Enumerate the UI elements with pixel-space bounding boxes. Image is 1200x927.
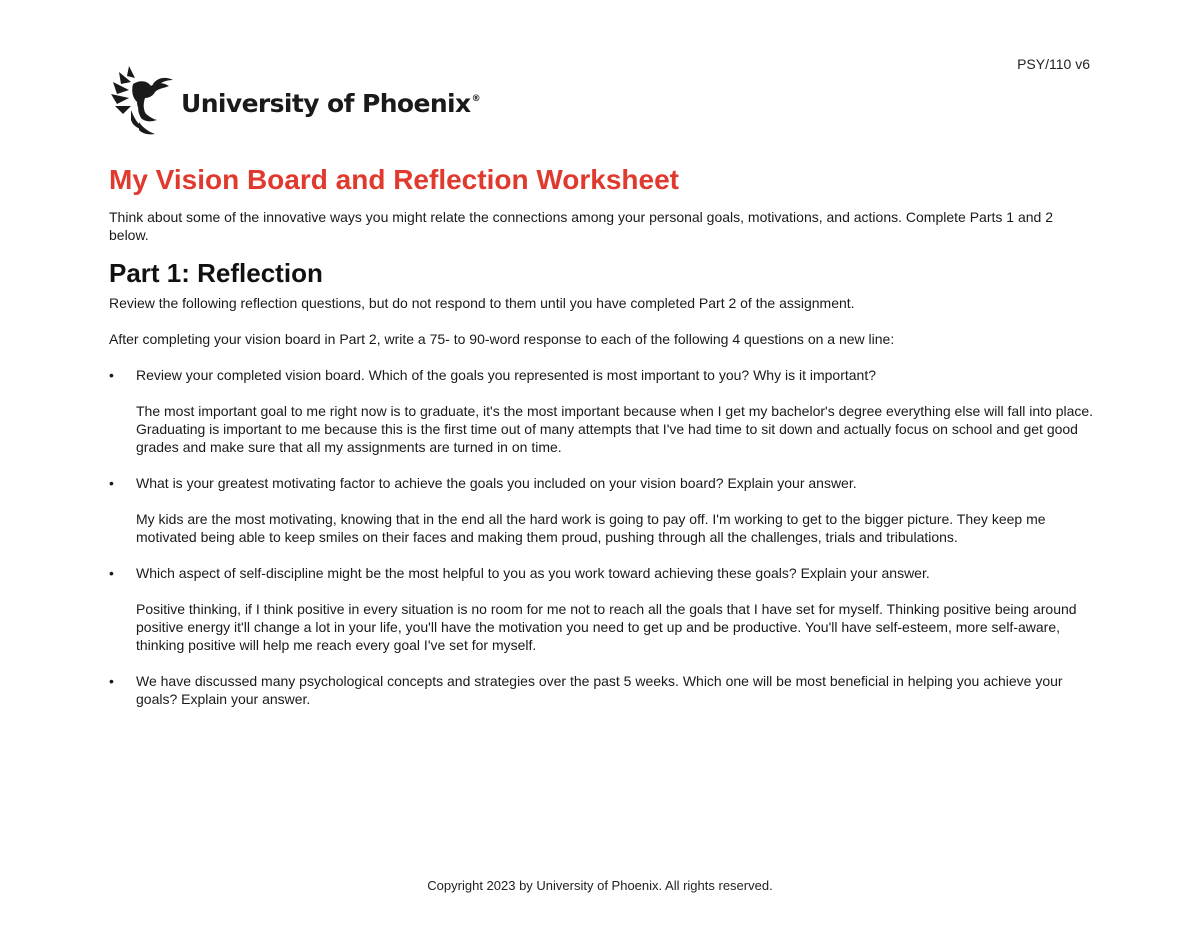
answer-text: Positive thinking, if I think positive in every situation is no room for me not to reach all the goals that I have set for myself. Thinking positive being around positive energy it'll change a lot in your life, you'll have the motivation you need to get up and be productive. You'll have self-esteem, more self-aware, thinking positive will help me reach every goal I've set for myself. (136, 601, 1077, 653)
question-item (109, 672, 1094, 708)
page-title: My Vision Board and Reflection Worksheet (109, 164, 679, 195)
question-item (109, 474, 1094, 546)
logo-wordmark: University of Phoenix® (181, 88, 480, 118)
part1-instruction: Review the following reflection questions, but do not respond to them until you have completed Part 2 of the assignment. (109, 295, 855, 311)
bullet-icon: • (109, 367, 114, 383)
intro-paragraph: Think about some of the innovative ways you might relate the connections among your personal goals, motivations, and actions. Complete Parts 1 and 2 below. (109, 209, 1053, 243)
question-text: Which aspect of self-discipline might be the most helpful to you as you work toward achieving these goals? Explain your answer. (136, 565, 930, 581)
course-code: PSY/110 v6 (1017, 56, 1090, 72)
question-text: Review your completed vision board. Which of the goals you represented is most important to you? Why is it important? (136, 367, 877, 383)
question-item (109, 564, 1094, 654)
bullet-icon: • (109, 475, 114, 491)
university-logo (109, 64, 480, 136)
question-text: We have discussed many psychological concepts and strategies over the past 5 weeks. Which one will be most beneficial in helping you achieve your goals? Explain your answer. (136, 673, 1063, 707)
copyright-footer: Copyright 2023 by University of Phoenix. All rights reserved. (427, 878, 773, 893)
question-list (109, 366, 1094, 708)
part1-directions: After completing your vision board in Part 2, write a 75- to 90-word response to each of the following 4 questions on a new line: (109, 331, 895, 347)
bullet-icon: • (109, 565, 114, 581)
phoenix-bird-icon (109, 64, 175, 136)
bullet-icon: • (109, 673, 114, 689)
question-text: What is your greatest motivating factor to achieve the goals you included on your vision board? Explain your answer. (136, 475, 857, 491)
answer-text: My kids are the most motivating, knowing that in the end all the hard work is going to pay off. I'm working to get to the bigger picture. They keep me motivated being able to keep smiles on their faces and making them proud, pushing through all the challenges, trials and tribulations. (136, 511, 1046, 545)
document-body (109, 162, 1094, 726)
answer-text: The most important goal to me right now is to graduate, it's the most important because when I get my bachelor's degree everything else will fall into place. Graduating is important to me because this is the first time out of many attempts that I've had time to sit down and actually focus on school and get good grades and make sure that all my assignments are turned in on time. (136, 403, 1094, 455)
part1-heading: Part 1: Reflection (109, 258, 323, 288)
question-item (109, 366, 1094, 456)
